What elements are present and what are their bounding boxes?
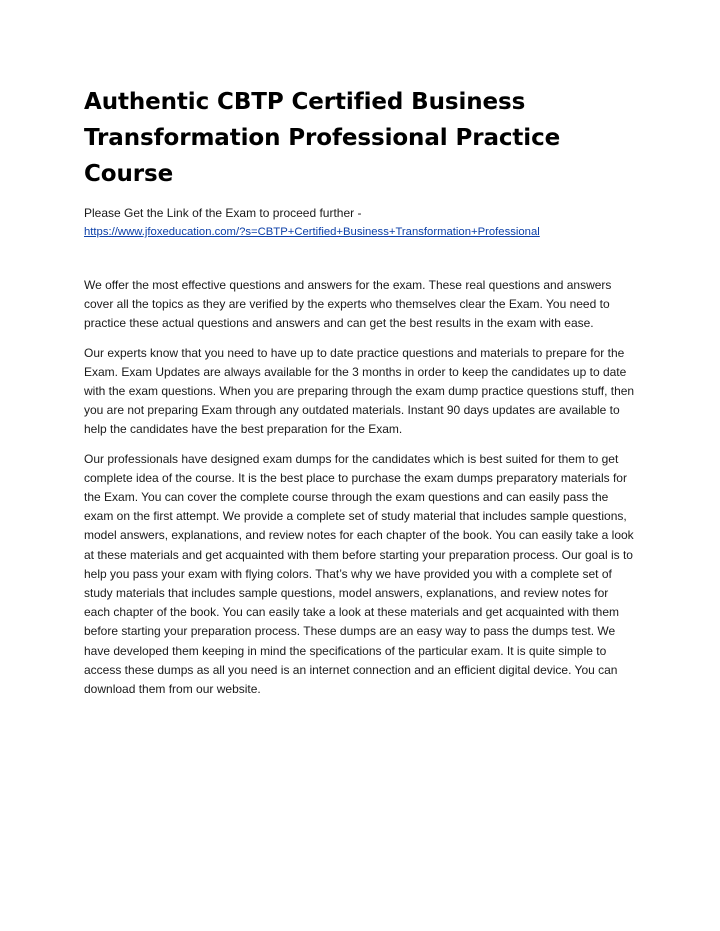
document-page <box>84 84 636 709</box>
intro-block <box>84 204 636 242</box>
paragraph-2: Our experts know that you need to have up to date practice questions and materials to prepare for the Exam. Exam Updates are always available for the 3 months in order to keep the candidates up to date with the exam questions. When you are preparing through the exam dump practice questions stuff, then you are not preparing Exam through any outdated materials. Instant 90 days updates are available to help the candidates have the best preparation for the Exam. <box>84 345 635 437</box>
paragraph-1: We offer the most effective questions and answers for the exam. These real questions and answers cover all the topics as they are verified by the experts who themselves clear the Exam. You need to practice these actual questions and answers and can get the best results in the exam with ease. <box>84 278 612 331</box>
paragraph-3: Our professionals have designed exam dumps for the candidates which is best suited for them to get complete idea of the course. It is the best place to purchase the exam dumps preparatory materials for the Exam. You can cover the complete course through the exam questions and can easily pass the exam on the first attempt. We provide a complete set of study material that includes sample questions, model answers, explanations, and review notes for each chapter of the book. You can easily take a look at these materials and get acquainted with them before starting your preparation process. Our goal is to help you pass your exam with flying colors. That’s why we have provided you with a complete set of study materials that includes sample questions, model answers, explanations, and review notes for each chapter of the book. You can easily take a look at these materials and get acquainted with them before starting your preparation process. These dumps are an easy way to pass the dumps test. We have developed them keeping in mind the specifications of the particular exam. It is quite simple to access these dumps as all you need is an internet connection and an efficient digital device. You can download them from our website. <box>84 451 634 697</box>
body-text <box>84 276 636 699</box>
document-title: Authentic CBTP Certified Business Transformation Professional Practice Course <box>84 89 561 187</box>
intro-text: Please Get the Link of the Exam to proceed further - <box>84 206 362 220</box>
exam-link[interactable]: https://www.jfoxeducation.com/?s=CBTP+Certified+Business+Transformation+Professional <box>84 226 540 238</box>
